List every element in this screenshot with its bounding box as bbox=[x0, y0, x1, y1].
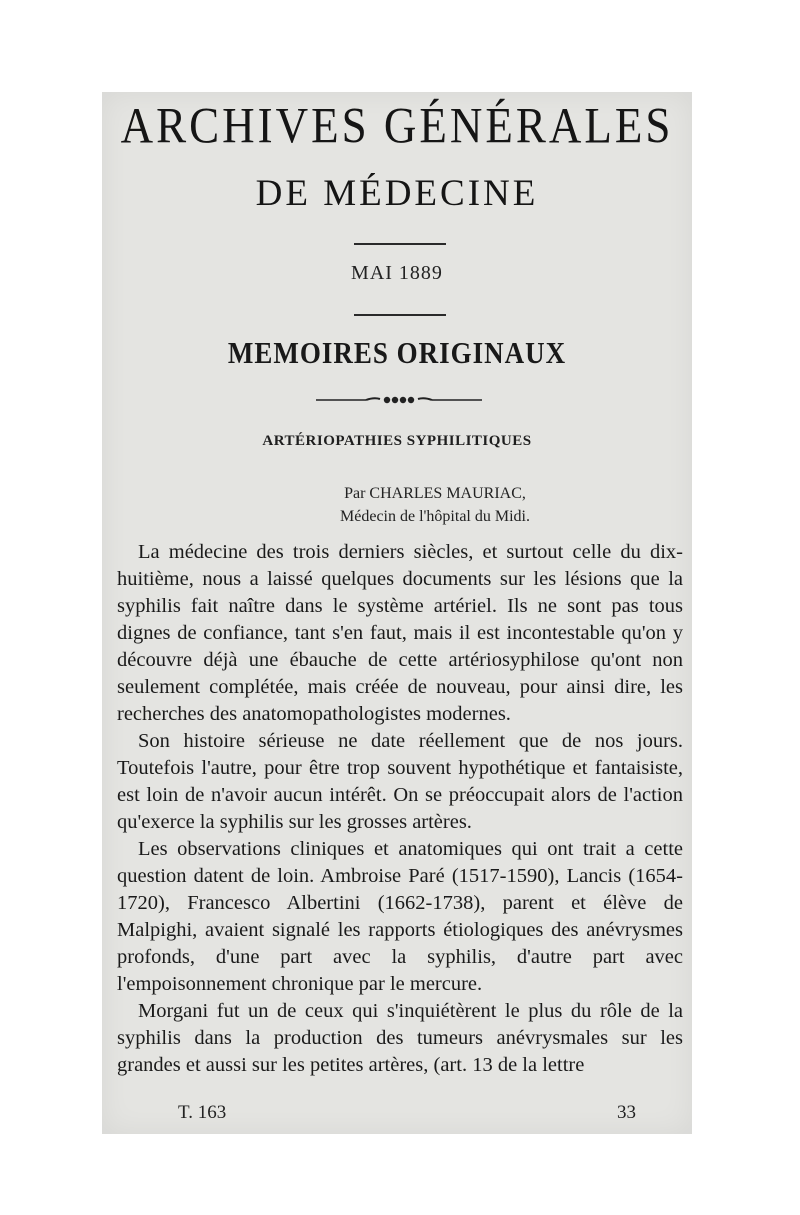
section-title: MEMOIRES ORIGINAUX bbox=[227, 336, 567, 370]
ornament-divider bbox=[314, 390, 484, 410]
paragraph: La médecine des trois derniers siècles, et surtout celle du dix-huitième, nous a laissé quelques documents sur les lésions que la syphilis fait naître dans le système artériel. Ils ne sont pas tous dignes de confiance, tant s'en faut, mais il est incontestable qu'on y découvre déjà une ébauche de cette artériosyphilose qu'ont non seulement complétée, mais créée de nouveau, pour ainsi dire, les recherches des anatomopathologistes modernes. bbox=[117, 541, 683, 725]
author-name: Par CHARLES MAURIAC, bbox=[344, 485, 526, 502]
divider-rule bbox=[354, 243, 446, 245]
divider-rule bbox=[354, 314, 446, 316]
journal-title: ARCHIVES GÉNÉRALES bbox=[120, 97, 674, 154]
volume-label: T. 163 bbox=[178, 1102, 227, 1123]
article-title: ARTÉRIOPATHIES SYPHILITIQUES bbox=[262, 433, 532, 449]
issue-date: MAI 1889 bbox=[351, 262, 443, 284]
paragraph: Morgani fut un de ceux qui s'inquiétèrent le plus du rôle de la syphilis dans la production des tumeurs anévrysmales sur les grandes et aussi sur les petites artères, (art. 13 de la lettre bbox=[117, 1000, 683, 1076]
page-number: 33 bbox=[617, 1102, 636, 1123]
article-body bbox=[117, 539, 683, 1079]
journal-subtitle: DE MÉDECINE bbox=[255, 173, 539, 214]
byline bbox=[270, 482, 600, 528]
paragraph: Son histoire sérieuse ne date réellement que de nos jours. Toutefois l'autre, pour être trop souvent hypothétique et fantaisiste, est loin de n'avoir aucun intérêt. On se préoccupait alors de l'action qu'exerce la syphilis sur les grosses artères. bbox=[117, 730, 683, 833]
author-affiliation: Médecin de l'hôpital du Midi. bbox=[340, 508, 530, 525]
page-footer bbox=[178, 1102, 636, 1124]
paragraph: Les observations cliniques et anatomiques qui ont trait a cette question datent de loin. Ambroise Paré (1517-1590), Lancis (1654-1720), Francesco Albertini (1662-1738), parent et élève de Malpighi, avaient signalé les rapports étiologiques des anévrysmes profonds, d'une part avec la syphilis, d'autre part avec l'empoisonnement chronique par le mercure. bbox=[117, 838, 683, 995]
